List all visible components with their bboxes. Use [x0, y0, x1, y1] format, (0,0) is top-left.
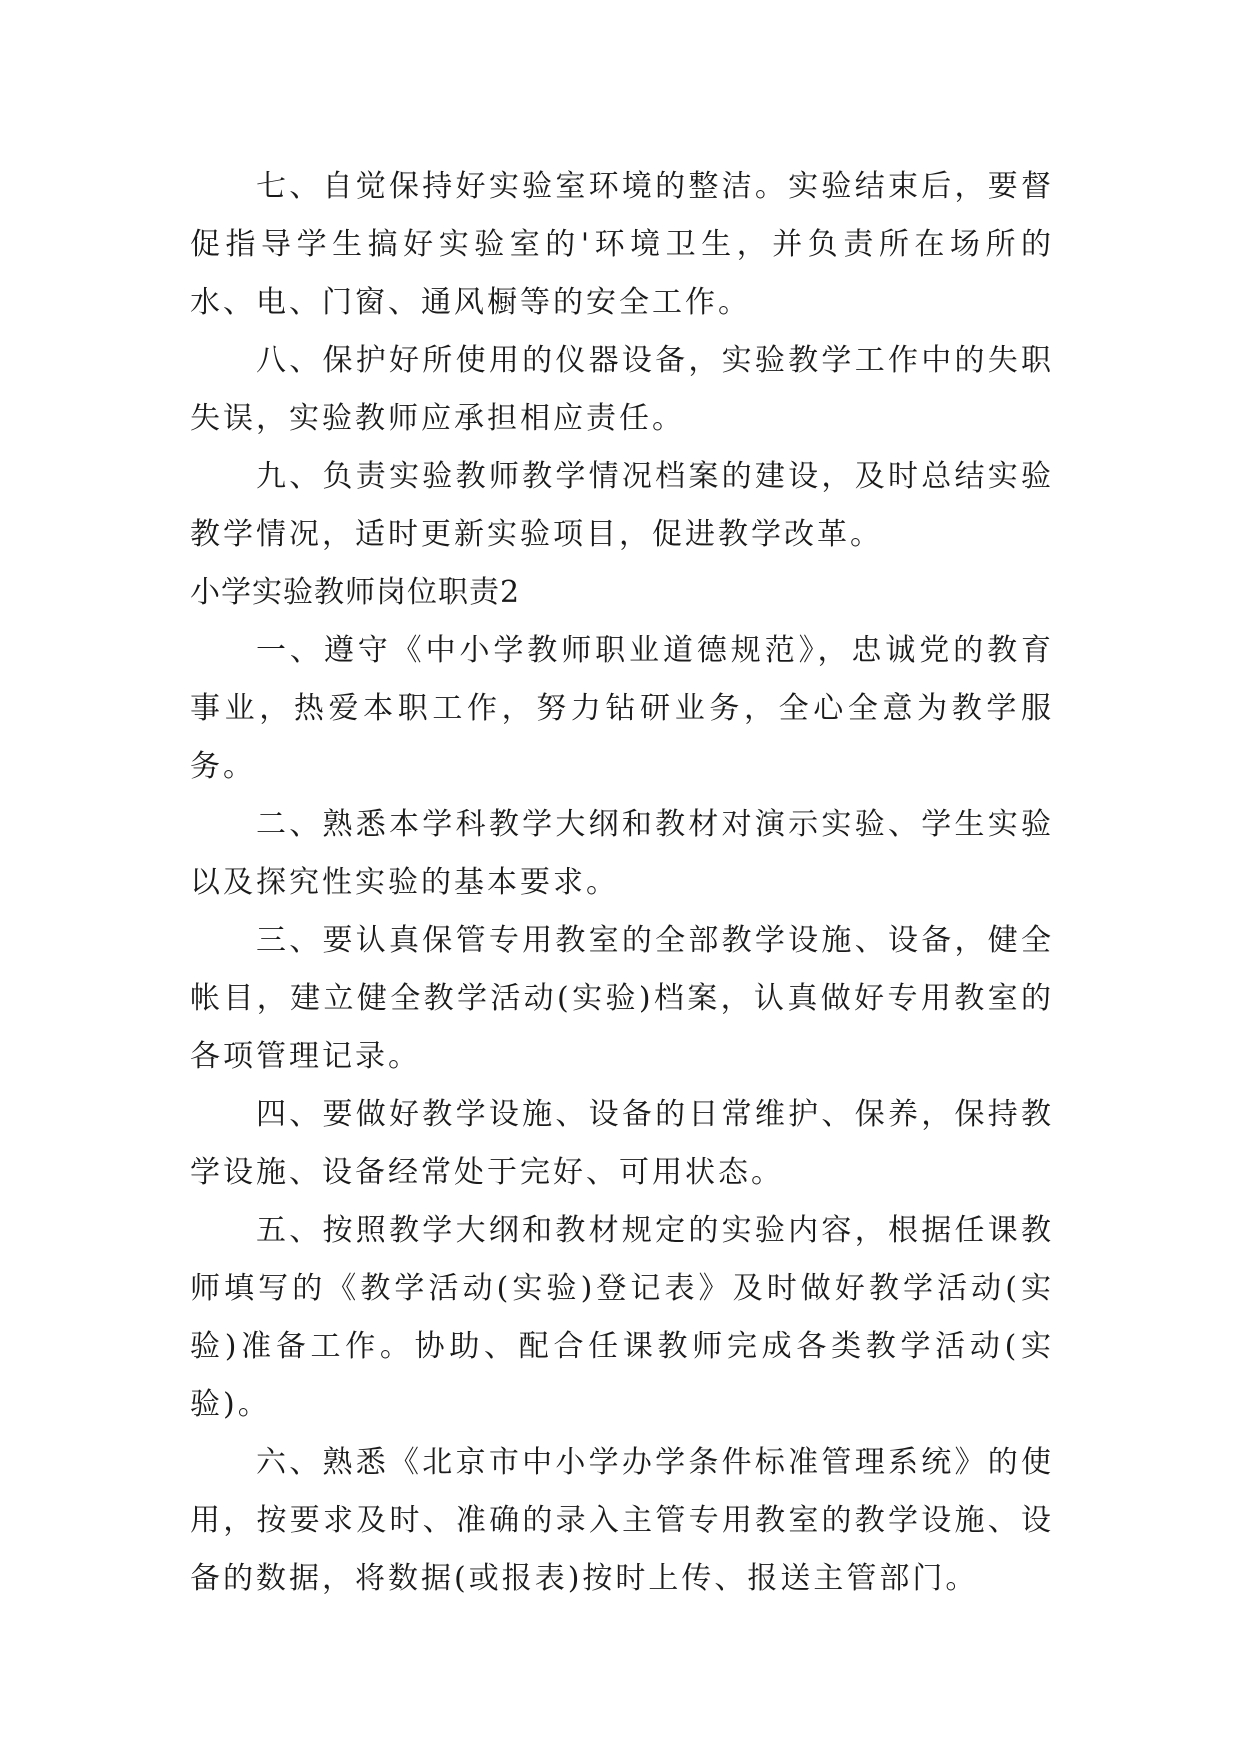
section-heading: 小学实验教师岗位职责2 — [190, 575, 521, 610]
paragraph-four: 四、要做好教学设施、设备的日常维护、保养，保持教学设施、设备经常处于完好、可用状态。 — [190, 1097, 1054, 1190]
paragraph-nine: 九、负责实验教师教学情况档案的建设，及时总结实验教学情况，适时更新实验项目，促进教学改革。 — [190, 459, 1054, 552]
paragraph-five: 五、按照教学大纲和教材规定的实验内容，根据任课教师填写的《教学活动(实验)登记表》及时做好教学活动(实验)准备工作。协助、配合任课教师完成各类教学活动(实验)。 — [190, 1213, 1054, 1422]
paragraph-six: 六、熟悉《北京市中小学办学条件标准管理系统》的使用，按要求及时、准确的录入主管专用教室的教学设施、设备的数据，将数据(或报表)按时上传、报送主管部门。 — [190, 1445, 1054, 1596]
paragraph-two: 二、熟悉本学科教学大纲和教材对演示实验、学生实验以及探究性实验的基本要求。 — [190, 807, 1054, 900]
paragraph-seven: 七、自觉保持好实验室环境的整洁。实验结束后，要督促指导学生搞好实验室的'环境卫生，并负责所在场所的水、电、门窗、通风橱等的安全工作。 — [190, 169, 1054, 320]
paragraph-one: 一、遵守《中小学教师职业道德规范》，忠诚党的教育事业，热爱本职工作，努力钻研业务，全心全意为教学服务。 — [190, 633, 1054, 784]
paragraph-eight: 八、保护好所使用的仪器设备，实验教学工作中的失职失误，实验教师应承担相应责任。 — [190, 343, 1054, 436]
document-body — [190, 158, 1054, 1608]
paragraph-three: 三、要认真保管专用教室的全部教学设施、设备，健全帐目，建立健全教学活动(实验)档案，认真做好专用教室的各项管理记录。 — [190, 923, 1054, 1074]
